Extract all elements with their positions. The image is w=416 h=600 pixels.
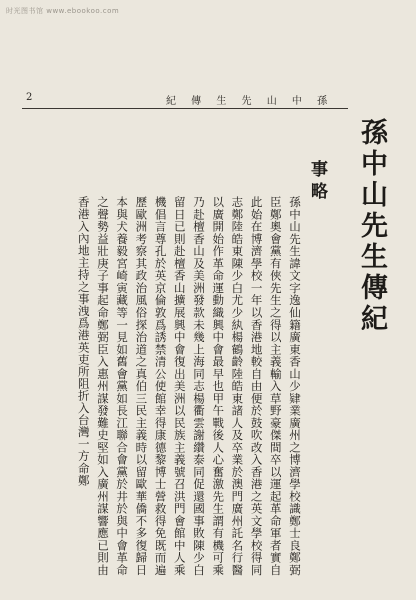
page-number: 2: [26, 92, 33, 103]
body-text: 孫中山先生諱文字逸仙籍廣東香山少肄業廣州之博濟學校識鄭士良鄭弼臣鄭奧會黨有俠先生之得以主義輸入草野豪傑間卒以運起革命軍者實自此始在博濟學校一年以香港地較自由便於鼓吹改入香港之英文學校得同志鄭陸皓東陳少白尤少紈楊鶴齡陸皓東諸人及卒業於澳門廣州託名行醫以廣開始作革命運動織興中會最早也甲午戰後人心奮激先生謂有機可乘乃赴檀香山及美洲發款未幾上海同志楊衢雲謝纘泰同促還國事敗陳少白留日已則赴檀香山擴展興中會復出美洲以民族主義號召洪門會館中人乘機倡言尊孔於英京倫敦爲誘禁清公使館幸得康德黎博士營救得免既而遍歷歐洲考察其政治風俗探治道之真伯三民主義時以留歐華僑不多復歸日本與犬養毅宮崎寅藏等一見如舊會黨如長江聯合會黨於井於與中會革命之聲勢益壯庚子事起命鄭弼臣入惠州謀發難史堅如入廣州謀響應已則由香港入內地主持之事洩爲港英吏所阻折入台灣一方命鄭: [76, 196, 302, 576]
running-title: 紀 傳 生 先 山 中 孫: [166, 96, 334, 107]
section-title: 事略: [307, 160, 327, 204]
header-rule: [22, 108, 348, 109]
running-header: [26, 92, 360, 106]
book-title: 孫中山先生傳紀: [356, 118, 387, 335]
watermark: 时光图书馆 www.ebookoo.com: [6, 7, 120, 15]
